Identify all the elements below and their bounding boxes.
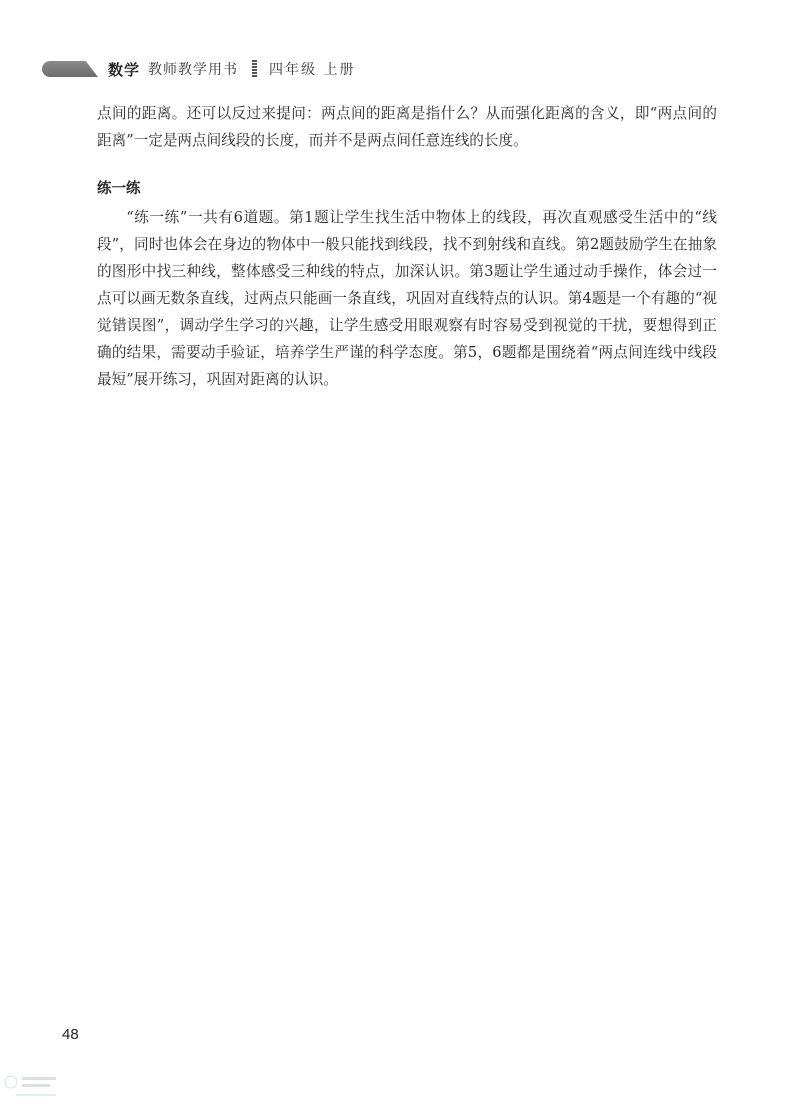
section-title: 练一练 [97, 181, 141, 197]
stamp-icon [2, 1068, 68, 1110]
header-grade: 四年级 上册 [269, 62, 356, 78]
header-book-title: 教师教学用书 [148, 62, 239, 78]
header-separator [252, 60, 257, 78]
header-decoration-bar [42, 61, 98, 77]
running-header [108, 58, 355, 80]
page-body [97, 100, 717, 393]
paragraph-practice-notes: “练一练”一共有6道题。第1题让学生找生活中物体上的线段，再次直观感受生活中的“线段”，同时也体会在身边的物体中一般只能找到线段，找不到射线和直线。第2题鼓励学生在抽象的图形中找三种线，整体感受三种线的特点，加深认识。第3题让学生通过动手操作，体会过一点可以画无数条直线，过两点只能画一条直线，巩固对直线特点的认识。第4题是一个有趣的“视觉错误图”，调动学生学习的兴趣，让学生感受用眼观察有时容易受到视觉的干扰，要想得到正确的结果，需要动手验证，培养学生严谨的科学态度。第5，6题都是围绕着“两点间连线中线段最短”展开练习，巩固对距离的认识。 [97, 209, 717, 388]
page-number: 48 [62, 1026, 79, 1043]
header-subject: 数学 [108, 60, 141, 79]
paragraph-distance-meaning: 点间的距离。还可以反过来提问：两点间的距离是指什么？从而强化距离的含义，即“两点间的距离”一定是两点间线段的长度，而并不是两点间任意连线的长度。 [97, 105, 717, 149]
